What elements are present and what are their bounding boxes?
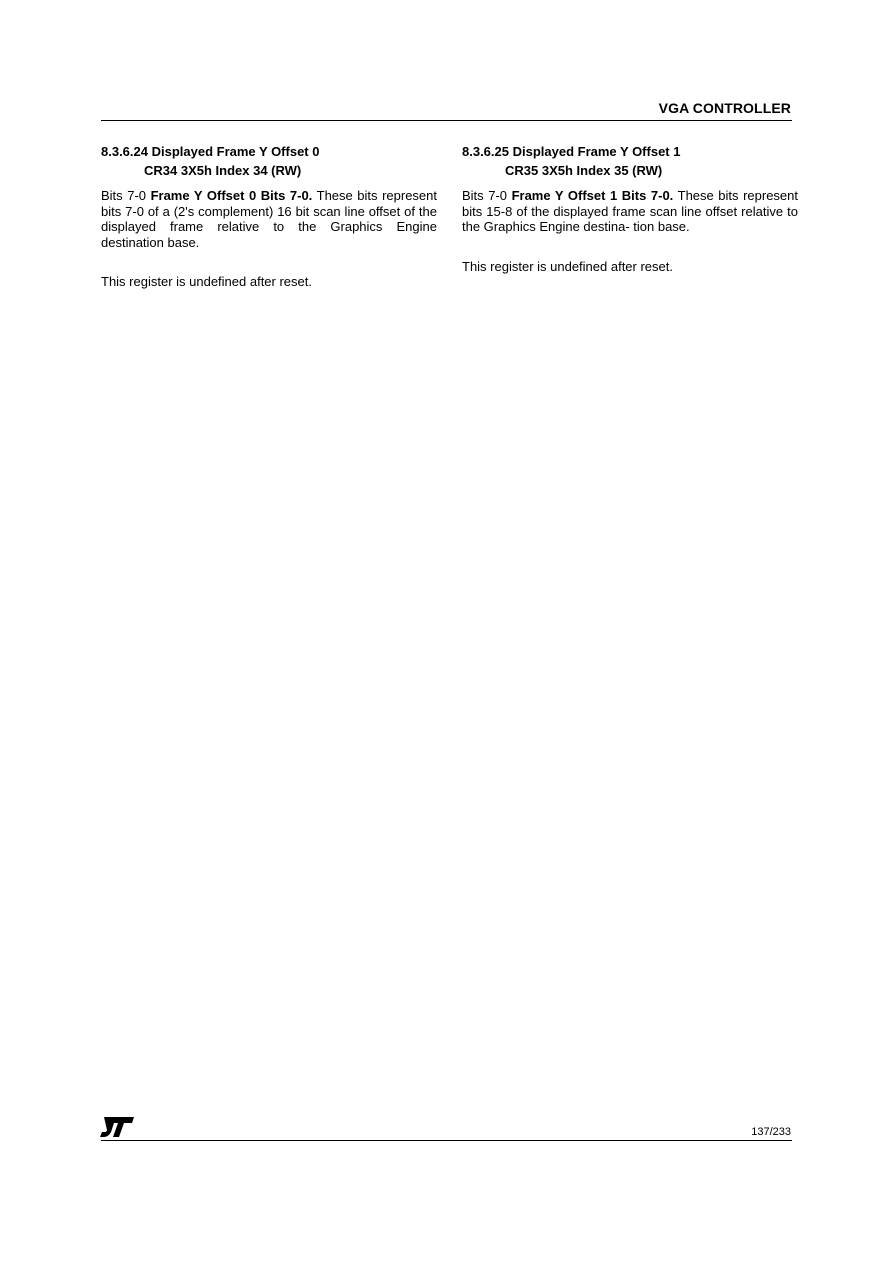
bits-text: These bits represent bits 7-0 of a (2's complement) 16 bit scan line offset of the displayed frame relative to the Graphics Engine destination base. <box>101 188 438 250</box>
bits-prefix: Bits 7-0 <box>101 188 147 203</box>
bit-description <box>101 188 437 250</box>
reset-note: This register is undefined after reset. <box>101 274 312 289</box>
bit-description <box>462 188 798 235</box>
bits-text: These bits represent bits 15-8 of the displayed frame scan line offset relative to the Graphics Engine destina- tion base. <box>462 188 799 234</box>
footer-divider <box>101 1140 792 1141</box>
section-title: 8.3.6.25 Displayed Frame Y Offset 1 <box>462 144 681 159</box>
section-cr34 <box>101 142 437 290</box>
bits-prefix: Bits 7-0 <box>462 188 508 203</box>
section-title: 8.3.6.24 Displayed Frame Y Offset 0 <box>101 144 320 159</box>
section-register: CR34 3X5h Index 34 (RW) <box>144 163 302 178</box>
section-cr35 <box>462 142 798 274</box>
reset-note: This register is undefined after reset. <box>462 258 673 274</box>
section-register: CR35 3X5h Index 35 (RW) <box>505 163 663 178</box>
st-logo-icon <box>100 1115 136 1139</box>
bits-name: Frame Y Offset 0 Bits 7-0. <box>150 188 313 203</box>
page-number: 137/233 <box>751 1126 791 1138</box>
header-divider <box>101 120 792 121</box>
running-header: VGA CONTROLLER <box>658 100 791 116</box>
bits-name: Frame Y Offset 1 Bits 7-0. <box>511 188 674 203</box>
